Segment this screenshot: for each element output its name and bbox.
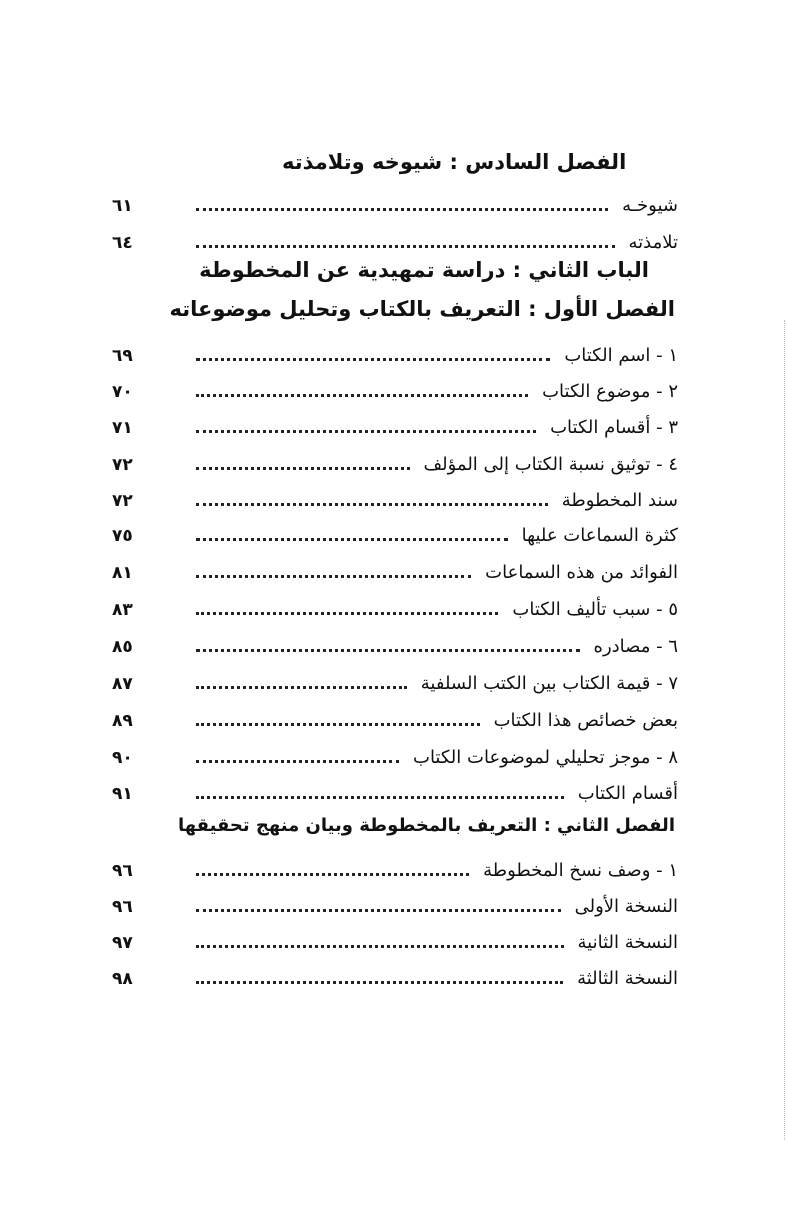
dot-leader [196, 686, 407, 689]
dot-leader [196, 873, 469, 876]
toc-entry [112, 188, 678, 218]
page-number: ٩٧ [112, 933, 133, 953]
page-number: ٩٨ [112, 969, 133, 989]
toc-entry [112, 776, 678, 806]
entry-label: ٣ - أقسام الكتاب [550, 417, 678, 438]
page-number: ٩٦ [112, 861, 133, 881]
entry-label: أقسام الكتاب [577, 783, 678, 804]
entry-label: النسخة الأولى [574, 896, 678, 917]
dot-leader [196, 796, 564, 799]
entry-label: ٤ - توثيق نسبة الكتاب إلى المؤلف [423, 454, 678, 475]
scan-edge-artifact [784, 320, 785, 1140]
toc-entry [112, 961, 678, 991]
dot-leader [196, 467, 410, 470]
dot-leader [196, 649, 580, 652]
toc-entry [112, 225, 678, 255]
chapter-heading: الفصل الأول : التعريف بالكتاب وتحليل موضوعاته [169, 297, 675, 321]
entry-label: سند المخطوطة [561, 490, 678, 511]
toc-entry [112, 555, 678, 585]
toc-entry [112, 740, 678, 770]
part-heading: الباب الثاني : دراسة تمهيدية عن المخطوطة [199, 258, 649, 282]
dot-leader [196, 760, 399, 763]
page-number: ٨٧ [112, 674, 133, 694]
page-number: ٦٤ [112, 233, 133, 253]
dot-leader [196, 538, 508, 541]
dot-leader [196, 430, 536, 433]
page-number: ٨١ [112, 563, 133, 583]
toc-entry [112, 666, 678, 696]
entry-label: ١ - اسم الكتاب [564, 345, 678, 366]
toc-entry [112, 410, 678, 440]
dot-leader [196, 909, 561, 912]
page-number: ٧٢ [112, 455, 133, 475]
toc-entry [112, 925, 678, 955]
entry-label: النسخة الثالثة [577, 968, 678, 989]
page-number: ٦١ [112, 196, 133, 216]
page-number: ٩٦ [112, 897, 133, 917]
entry-label: ٧ - قيمة الكتاب بين الكتب السلفية [420, 673, 678, 694]
entry-label: تلامذته [628, 232, 678, 253]
entry-label: ٨ - موجز تحليلي لموضوعات الكتاب [413, 747, 678, 768]
page-number: ٧٥ [112, 526, 133, 546]
entry-label: الفوائد من هذه السماعات [485, 562, 678, 583]
entry-label: شيوخـه [622, 195, 678, 216]
dot-leader [196, 981, 563, 984]
entry-label: بعض خصائص هذا الكتاب [493, 710, 678, 731]
dot-leader [196, 575, 471, 578]
dot-leader [196, 723, 480, 726]
toc-entry [112, 889, 678, 919]
toc-entry [112, 447, 678, 477]
toc-entry [112, 374, 678, 404]
page-number: ٩٠ [112, 748, 133, 768]
page-number: ٧٠ [112, 382, 133, 402]
dot-leader [196, 503, 548, 506]
dot-leader [196, 945, 564, 948]
page-number: ٦٩ [112, 346, 133, 366]
entry-label: ٢ - موضوع الكتاب [542, 381, 678, 402]
toc-entry [112, 703, 678, 733]
page-number: ٨٩ [112, 711, 133, 731]
dot-leader [196, 358, 550, 361]
page-number: ٧١ [112, 418, 133, 438]
toc-entry [112, 483, 678, 513]
entry-label: ١ - وصف نسخ المخطوطة [483, 860, 678, 881]
toc-entry [112, 592, 678, 622]
entry-label: كثرة السماعات عليها [521, 525, 678, 546]
entry-label: ٦ - مصادره [593, 636, 678, 657]
entry-label: ٥ - سبب تأليف الكتاب [512, 599, 678, 620]
toc-entry [112, 853, 678, 883]
entry-label: النسخة الثانية [577, 932, 678, 953]
toc-entry [112, 629, 678, 659]
chapter-heading: الفصل السادس : شيوخه وتلامذته [282, 150, 627, 174]
page-number: ٩١ [112, 784, 133, 804]
toc-entry [112, 338, 678, 368]
page-number: ٨٥ [112, 637, 133, 657]
toc-entry [112, 518, 678, 548]
dot-leader [196, 208, 608, 211]
page-number: ٧٢ [112, 491, 133, 511]
dot-leader [196, 612, 498, 615]
dot-leader [196, 245, 615, 248]
chapter-heading: الفصل الثاني : التعريف بالمخطوطة وبيان منهج تحقيقها [178, 815, 675, 836]
page-number: ٨٣ [112, 600, 133, 620]
dot-leader [196, 394, 528, 397]
